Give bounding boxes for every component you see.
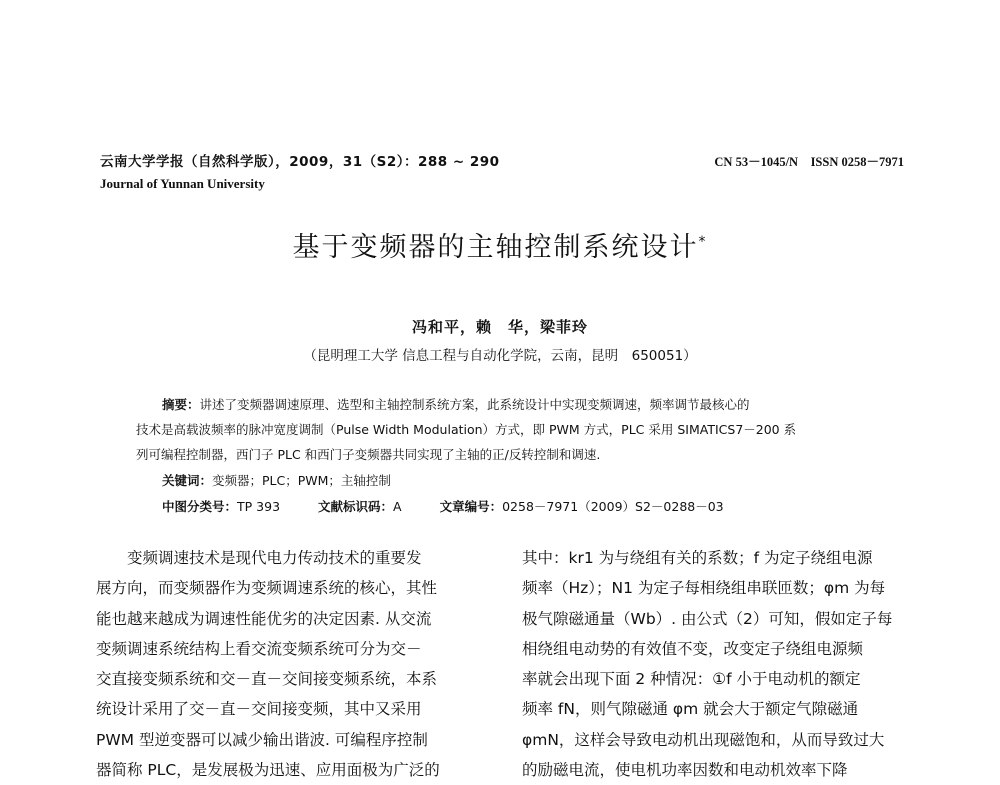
- body-line: 展方向，而变频器作为变频调速系统的核心，其性: [96, 579, 438, 598]
- body-line: 变频调速系统结构上看交流变频系统可分为交－: [96, 639, 422, 658]
- body-line: 变频调速技术是现代电力传动技术的重要发: [96, 549, 422, 567]
- keywords-text: 变频器；PLC；PWM；主轴控制: [212, 473, 391, 488]
- article-label: 文章编号：: [439, 499, 503, 514]
- body-line: 的励磁电流，使电机功率因数和电动机效率下降: [522, 761, 848, 780]
- abstract-text: 讲述了变频器调速原理、选型和主轴控制系统方案，此系统设计中实现变频调速，频率调节最核心的: [199, 397, 750, 412]
- keywords-label: 关键词：: [162, 473, 213, 488]
- body-line: 其中：kr1 为与绕组有关的系数；f 为定子绕组电源: [522, 549, 873, 567]
- body-line: 频率 fN，则气隙磁通 φm 就会大于额定气隙磁通: [522, 700, 859, 719]
- body-right-column: [522, 543, 902, 785]
- article-number: [440, 497, 724, 515]
- clc-value: TP 393: [237, 499, 281, 514]
- body-line: 器简称 PLC，是发展极为迅速、应用面极为广泛的: [96, 761, 440, 780]
- body-line: 极气隙磁通量（Wb）. 由公式（2）可知，假如定子每: [522, 609, 893, 628]
- body-line: 相绕组电动势的有效值不变，改变定子绕组电源频: [522, 639, 864, 658]
- doc-value: A: [393, 499, 402, 514]
- document-code: [318, 497, 402, 515]
- body-line: φmN，这样会导致电动机出现磁饱和，从而导致过大: [522, 730, 885, 749]
- classification-row: [162, 497, 758, 515]
- authors: 冯和平，赖 华，梁菲玲: [411, 318, 588, 336]
- paper-title-text: 基于变频器的主轴控制系统设计: [292, 232, 699, 263]
- abstract-line: 列可编程控制器，西门子 PLC 和西门子变频器共同实现了主轴的正/反转控制和调速.: [136, 447, 601, 462]
- clc-label: 中图分类号：: [162, 499, 238, 514]
- journal-name-en: Journal of Yunnan University: [100, 176, 265, 191]
- title-footnote-mark: *: [698, 234, 708, 250]
- doc-label: 文献标识码：: [318, 499, 394, 514]
- affiliation: （昆明理工大学 信息工程与自动化学院，云南，昆明 650051）: [303, 348, 697, 364]
- clc-code: [162, 497, 280, 515]
- body-line: 频率（Hz）；N1 为定子每相绕组串联匝数；φm 为每: [522, 579, 886, 598]
- body-line: 率就会出现下面 2 种情况：①f 小于电动机的额定: [522, 670, 861, 689]
- abstract-line: [162, 395, 750, 413]
- body-line: 交直接变频系统和交－直－交间接变频系统，本系: [96, 670, 438, 689]
- paper-title: [0, 225, 1000, 264]
- body-line: 能也越来越成为调速性能优劣的决定因素. 从交流: [96, 609, 432, 628]
- abstract-line: 技术是高载波频率的脉冲宽度调制（Pulse Width Modulation）方式，即 PWM 方式，PLC 采用 SIMATICS7－200 系: [136, 422, 797, 437]
- abstract-label: 摘要：: [162, 397, 200, 412]
- body-left-column: [96, 543, 476, 785]
- journal-issn: CN 53－1045/N ISSN 0258－7971: [714, 155, 904, 169]
- keywords: [162, 471, 391, 489]
- journal-citation-cn: 云南大学学报（自然科学版），2009，31（S2）：288 ~ 290: [100, 154, 500, 170]
- article-value: 0258－7971（2009）S2－0288－03: [502, 499, 724, 514]
- body-line: PWM 型逆变器可以减少输出谐波. 可编程序控制: [96, 730, 428, 749]
- body-line: 统设计采用了交－直－交间接变频，其中又采用: [96, 700, 422, 719]
